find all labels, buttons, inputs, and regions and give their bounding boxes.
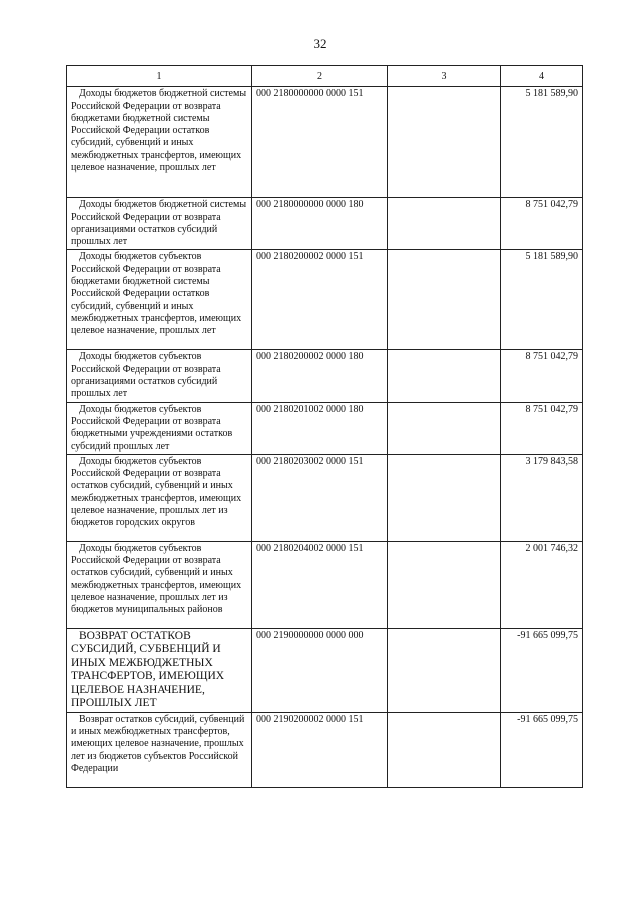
budget-code-cell: 000 2180000000 0000 151 <box>252 87 388 198</box>
income-name-cell: Доходы бюджетов субъектов Российской Федерации от возврата остатков субсидий, субвенций и иных межбюджетных трансфертов, имеющих целевое назначение, прошлых лет из бюджетов муниципальных районов <box>67 541 252 628</box>
column-header-1: 1 <box>67 66 252 87</box>
table-row <box>67 198 583 250</box>
budget-code-cell: 000 2180201002 0000 180 <box>252 402 388 454</box>
column-3-cell <box>388 87 501 198</box>
income-name-cell: Доходы бюджетов бюджетной системы Российской Федерации от возврата бюджетами бюджетной системы Российской Федерации остатков субсидий, субвенций и иных межбюджетных трансфертов, имеющих целевое назначение, прошлых лет <box>67 87 252 198</box>
income-name-cell: Доходы бюджетов субъектов Российской Федерации от возврата остатков субсидий, субвенций и иных межбюджетных трансфертов, имеющих целевое назначение, прошлых лет из бюджетов городских округов <box>67 454 252 541</box>
column-3-cell <box>388 628 501 712</box>
table-row <box>67 712 583 787</box>
table-row <box>67 628 583 712</box>
column-3-cell <box>388 454 501 541</box>
amount-cell: 3 179 843,58 <box>501 454 583 541</box>
budget-revenue-table <box>66 65 583 788</box>
budget-code-cell: 000 2180000000 0000 180 <box>252 198 388 250</box>
table-row <box>67 250 583 350</box>
column-3-cell <box>388 250 501 350</box>
column-3-cell <box>388 712 501 787</box>
amount-cell: 2 001 746,32 <box>501 541 583 628</box>
column-3-cell <box>388 350 501 402</box>
amount-cell: 5 181 589,90 <box>501 87 583 198</box>
table-row <box>67 454 583 541</box>
column-3-cell <box>388 198 501 250</box>
table-row <box>67 541 583 628</box>
column-header-4: 4 <box>501 66 583 87</box>
income-name-cell: ВОЗВРАТ ОСТАТКОВ СУБСИДИЙ, СУБВЕНЦИЙ И ИНЫХ МЕЖБЮДЖЕТНЫХ ТРАНСФЕРТОВ, ИМЕЮЩИХ ЦЕЛЕВОЕ НАЗНАЧЕНИЕ, ПРОШЛЫХ ЛЕТ <box>67 628 252 712</box>
income-name-cell: Доходы бюджетов субъектов Российской Федерации от возврата бюджетами бюджетной системы Российской Федерации остатков субсидий, субвенций и иных межбюджетных трансфертов, имеющих целевое назначение, прошлых лет <box>67 250 252 350</box>
column-header-2: 2 <box>252 66 388 87</box>
column-header-3: 3 <box>388 66 501 87</box>
budget-code-cell: 000 2180203002 0000 151 <box>252 454 388 541</box>
amount-cell: 8 751 042,79 <box>501 198 583 250</box>
table-row <box>67 350 583 402</box>
table-row <box>67 402 583 454</box>
budget-code-cell: 000 2190200002 0000 151 <box>252 712 388 787</box>
income-name-cell: Доходы бюджетов бюджетной системы Российской Федерации от возврата организациями остатков субсидий прошлых лет <box>67 198 252 250</box>
budget-code-cell: 000 2180200002 0000 151 <box>252 250 388 350</box>
column-3-cell <box>388 402 501 454</box>
budget-code-cell: 000 2180204002 0000 151 <box>252 541 388 628</box>
income-name-cell: Доходы бюджетов субъектов Российской Федерации от возврата организациями остатков субсидий прошлых лет <box>67 350 252 402</box>
table-row <box>67 87 583 198</box>
column-3-cell <box>388 541 501 628</box>
amount-cell: -91 665 099,75 <box>501 712 583 787</box>
amount-cell: 8 751 042,79 <box>501 402 583 454</box>
income-name-cell: Доходы бюджетов субъектов Российской Федерации от возврата бюджетными учреждениями остатков субсидий прошлых лет <box>67 402 252 454</box>
amount-cell: 5 181 589,90 <box>501 250 583 350</box>
amount-cell: -91 665 099,75 <box>501 628 583 712</box>
budget-code-cell: 000 2190000000 0000 000 <box>252 628 388 712</box>
income-name-cell: Возврат остатков субсидий, субвенций и иных межбюджетных трансфертов, имеющих целевое назначение, прошлых лет из бюджетов субъектов Российской Федерации <box>67 712 252 787</box>
page-number: 32 <box>313 36 327 51</box>
budget-code-cell: 000 2180200002 0000 180 <box>252 350 388 402</box>
amount-cell: 8 751 042,79 <box>501 350 583 402</box>
table-header-row <box>67 66 583 87</box>
